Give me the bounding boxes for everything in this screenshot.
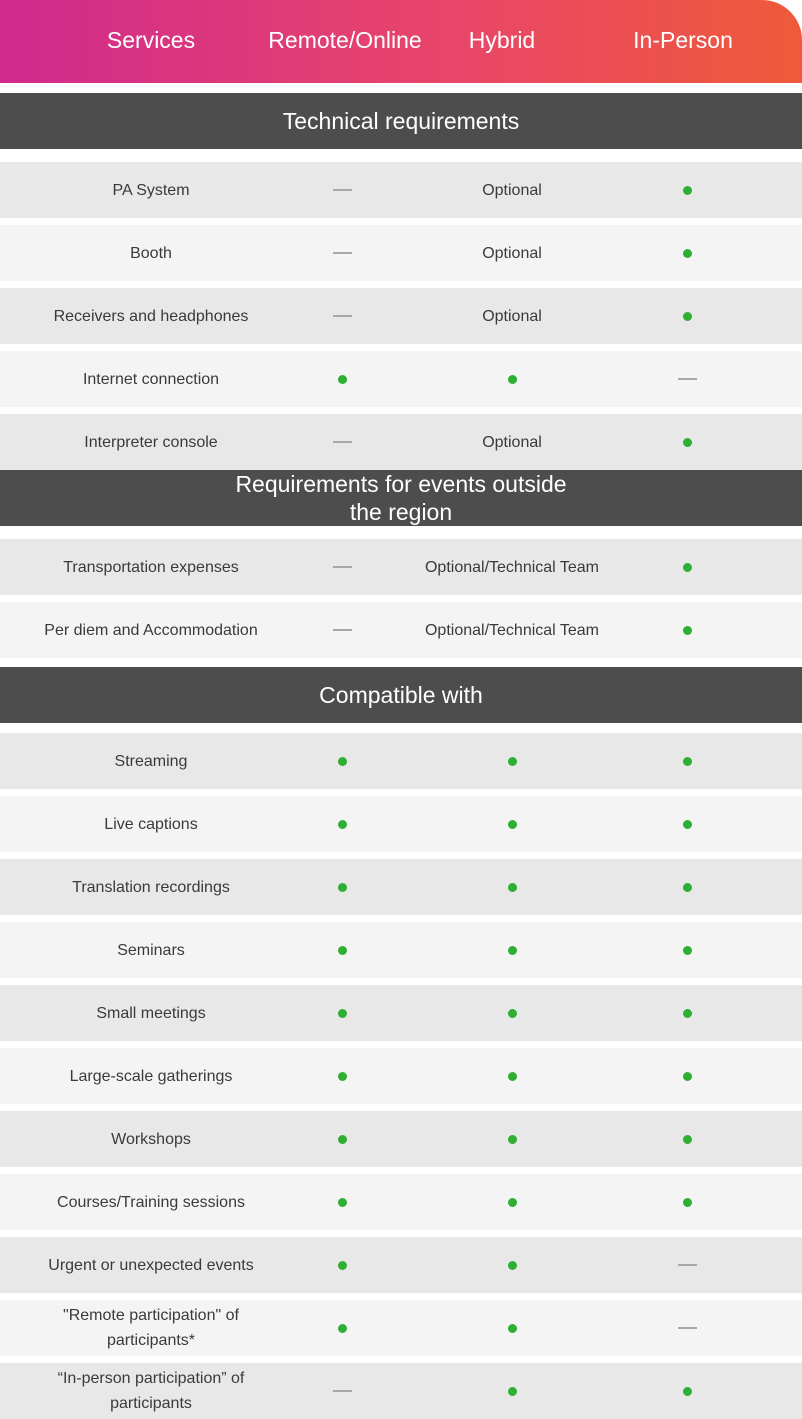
row-label-cell xyxy=(0,539,302,595)
header-hybrid: Hybrid xyxy=(468,27,536,53)
not-applicable-dash-icon xyxy=(333,189,352,191)
row-label: Live captions xyxy=(104,815,198,833)
table-row xyxy=(0,985,802,1041)
cell-hybrid xyxy=(392,733,632,789)
row-label-cell xyxy=(0,1048,302,1104)
available-dot-icon xyxy=(683,249,692,258)
header-remote-online: Remote/Online xyxy=(268,27,422,53)
cell-remote xyxy=(292,1048,392,1104)
row-label: Large-scale gatherings xyxy=(69,1067,233,1085)
table-row xyxy=(0,602,802,658)
cell-remote xyxy=(292,922,392,978)
row-label-cell xyxy=(0,985,302,1041)
table-row xyxy=(0,1048,802,1104)
cell-text: Optional xyxy=(482,244,542,262)
cell-in-person xyxy=(637,351,737,407)
available-dot-icon xyxy=(508,820,517,829)
row-label-cell xyxy=(0,162,302,218)
cell-hybrid xyxy=(392,351,632,407)
cell-in-person xyxy=(637,288,737,344)
row-label: Urgent or unexpected events xyxy=(48,1256,254,1274)
available-dot-icon xyxy=(683,1135,692,1144)
available-dot-icon xyxy=(508,375,517,384)
available-dot-icon xyxy=(338,946,347,955)
table-row xyxy=(0,1111,802,1167)
cell-in-person xyxy=(637,162,737,218)
available-dot-icon xyxy=(508,1198,517,1207)
cell-hybrid xyxy=(392,1300,632,1356)
section-title: Technical requirements xyxy=(282,108,520,134)
row-label-cell xyxy=(0,1237,302,1293)
available-dot-icon xyxy=(683,883,692,892)
row-label-cell xyxy=(0,414,302,470)
row-label-cell xyxy=(0,859,302,915)
cell-in-person xyxy=(637,602,737,658)
not-applicable-dash-icon xyxy=(333,441,352,443)
cell-in-person xyxy=(637,733,737,789)
cell-remote xyxy=(292,351,392,407)
cell-hybrid xyxy=(392,922,632,978)
table-row xyxy=(0,225,802,281)
row-label: “In-person participation” of participants xyxy=(57,1370,245,1412)
section-header xyxy=(0,93,802,149)
table-row xyxy=(0,1237,802,1293)
cell-hybrid xyxy=(392,602,632,658)
available-dot-icon xyxy=(338,1135,347,1144)
header-in-person: In-Person xyxy=(633,27,733,53)
available-dot-icon xyxy=(508,1387,517,1396)
cell-hybrid xyxy=(392,985,632,1041)
table-row xyxy=(0,351,802,407)
available-dot-icon xyxy=(338,1261,347,1270)
row-label-cell xyxy=(0,1300,302,1356)
available-dot-icon xyxy=(338,1072,347,1081)
row-label-cell xyxy=(0,1111,302,1167)
table-row xyxy=(0,539,802,595)
row-label: Translation recordings xyxy=(72,878,230,896)
cell-in-person xyxy=(637,414,737,470)
cell-remote xyxy=(292,1174,392,1230)
row-label-cell xyxy=(0,1363,302,1419)
cell-remote xyxy=(292,539,392,595)
cell-remote xyxy=(292,288,392,344)
not-applicable-dash-icon xyxy=(333,252,352,254)
row-label-cell xyxy=(0,733,302,789)
table-row xyxy=(0,859,802,915)
cell-text: Optional/Technical Team xyxy=(424,558,600,576)
available-dot-icon xyxy=(338,1009,347,1018)
available-dot-icon xyxy=(683,438,692,447)
available-dot-icon xyxy=(338,820,347,829)
available-dot-icon xyxy=(683,312,692,321)
table-row xyxy=(0,1363,802,1419)
row-label: Courses/Training sessions xyxy=(57,1193,245,1211)
cell-hybrid xyxy=(392,414,632,470)
cell-remote xyxy=(292,1111,392,1167)
available-dot-icon xyxy=(508,1135,517,1144)
row-label-cell xyxy=(0,1174,302,1230)
cell-in-person xyxy=(637,1237,737,1293)
cell-in-person xyxy=(637,796,737,852)
available-dot-icon xyxy=(338,1198,347,1207)
cell-text: Optional/Technical Team xyxy=(424,621,600,639)
available-dot-icon xyxy=(508,1072,517,1081)
available-dot-icon xyxy=(683,1009,692,1018)
cell-in-person xyxy=(637,1111,737,1167)
row-label: Small meetings xyxy=(96,1004,206,1022)
table-row xyxy=(0,733,802,789)
available-dot-icon xyxy=(683,757,692,766)
cell-in-person xyxy=(637,225,737,281)
not-applicable-dash-icon xyxy=(678,1264,697,1266)
available-dot-icon xyxy=(683,186,692,195)
cell-in-person xyxy=(637,859,737,915)
not-applicable-dash-icon xyxy=(333,629,352,631)
section-title: Requirements for events outside the region xyxy=(235,471,567,525)
available-dot-icon xyxy=(508,1009,517,1018)
available-dot-icon xyxy=(683,563,692,572)
row-label: Booth xyxy=(130,244,172,262)
cell-hybrid xyxy=(392,539,632,595)
available-dot-icon xyxy=(508,883,517,892)
row-label-cell xyxy=(0,288,302,344)
cell-remote xyxy=(292,796,392,852)
cell-remote xyxy=(292,1300,392,1356)
row-label: PA System xyxy=(112,181,190,199)
row-label-cell xyxy=(0,351,302,407)
cell-in-person xyxy=(637,1363,737,1419)
table-row xyxy=(0,1174,802,1230)
table-row xyxy=(0,922,802,978)
cell-text: Optional xyxy=(482,181,542,199)
table-row xyxy=(0,1300,802,1356)
not-applicable-dash-icon xyxy=(678,1327,697,1329)
row-label: Seminars xyxy=(117,941,185,959)
available-dot-icon xyxy=(508,1324,517,1333)
cell-hybrid xyxy=(392,1048,632,1104)
row-label: Streaming xyxy=(114,752,188,770)
available-dot-icon xyxy=(338,883,347,892)
cell-text: Optional xyxy=(482,433,542,451)
available-dot-icon xyxy=(338,1324,347,1333)
not-applicable-dash-icon xyxy=(678,378,697,380)
cell-in-person xyxy=(637,539,737,595)
cell-in-person xyxy=(637,922,737,978)
cell-in-person xyxy=(637,1174,737,1230)
available-dot-icon xyxy=(338,757,347,766)
not-applicable-dash-icon xyxy=(333,566,352,568)
header-services: Services xyxy=(106,27,196,53)
available-dot-icon xyxy=(683,1387,692,1396)
row-label-cell xyxy=(0,602,302,658)
cell-remote xyxy=(292,162,392,218)
available-dot-icon xyxy=(683,1198,692,1207)
section-header xyxy=(0,470,802,526)
cell-hybrid xyxy=(392,796,632,852)
cell-remote xyxy=(292,414,392,470)
row-label-cell xyxy=(0,225,302,281)
row-label: "Remote participation" of participants* xyxy=(63,1307,239,1349)
cell-remote xyxy=(292,1363,392,1419)
available-dot-icon xyxy=(508,946,517,955)
row-label: Transportation expenses xyxy=(63,558,239,576)
cell-remote xyxy=(292,859,392,915)
cell-hybrid xyxy=(392,225,632,281)
cell-hybrid xyxy=(392,288,632,344)
cell-hybrid xyxy=(392,859,632,915)
cell-remote xyxy=(292,602,392,658)
cell-text: Optional xyxy=(482,307,542,325)
table-row xyxy=(0,288,802,344)
cell-remote xyxy=(292,225,392,281)
table-row xyxy=(0,796,802,852)
available-dot-icon xyxy=(683,626,692,635)
cell-hybrid xyxy=(392,1237,632,1293)
cell-hybrid xyxy=(392,162,632,218)
cell-in-person xyxy=(637,985,737,1041)
cell-hybrid xyxy=(392,1111,632,1167)
row-label: Receivers and headphones xyxy=(53,307,249,325)
available-dot-icon xyxy=(508,1261,517,1270)
row-label: Internet connection xyxy=(82,370,220,388)
section-header xyxy=(0,667,802,723)
cell-remote xyxy=(292,733,392,789)
not-applicable-dash-icon xyxy=(333,315,352,317)
table-row xyxy=(0,162,802,218)
cell-in-person xyxy=(637,1300,737,1356)
row-label-cell xyxy=(0,796,302,852)
cell-hybrid xyxy=(392,1363,632,1419)
table-row xyxy=(0,414,802,470)
row-label: Interpreter console xyxy=(84,433,218,451)
available-dot-icon xyxy=(508,757,517,766)
available-dot-icon xyxy=(683,1072,692,1081)
row-label: Per diem and Accommodation xyxy=(44,621,258,639)
cell-hybrid xyxy=(392,1174,632,1230)
not-applicable-dash-icon xyxy=(333,1390,352,1392)
section-title: Compatible with xyxy=(319,682,483,708)
table-header xyxy=(0,0,802,83)
cell-remote xyxy=(292,1237,392,1293)
cell-in-person xyxy=(637,1048,737,1104)
available-dot-icon xyxy=(683,946,692,955)
available-dot-icon xyxy=(338,375,347,384)
cell-remote xyxy=(292,985,392,1041)
row-label-cell xyxy=(0,922,302,978)
row-label: Workshops xyxy=(111,1130,191,1148)
available-dot-icon xyxy=(683,820,692,829)
